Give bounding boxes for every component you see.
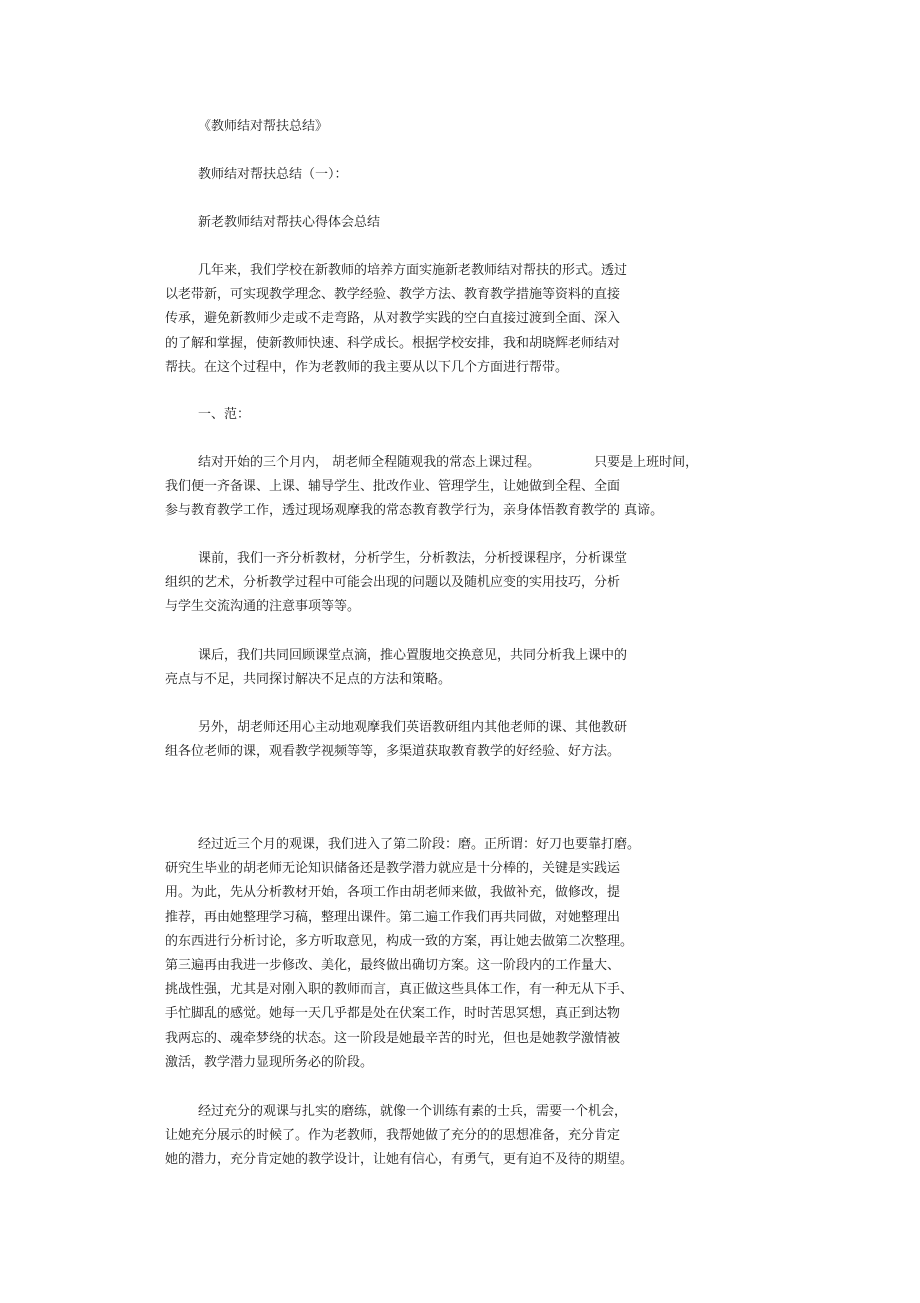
paragraph-6 (165, 716, 655, 764)
paragraph-8 (165, 1100, 655, 1173)
paragraph-line: 帮扶。在这个过程中，作为老教师的我主要从以下几个方面进行帮带。 (165, 359, 569, 375)
paragraph-line: 组各位老师的课，观看教学视频等等，多渠道获取教育教学的好经验、好方法。 (165, 744, 621, 760)
paragraph-line: 研究生毕业的胡老师无论知识储备还是教学潜力就应是十分棒的，关键是实践运 (165, 861, 621, 877)
paragraph-line: 课前，我们一齐分析教材，分析学生，分析教法，分析授课程序，分析课堂 (198, 551, 628, 566)
section-heading: 教师结对帮扶总结（一）： (198, 167, 348, 182)
paragraph-7 (165, 833, 655, 1075)
paragraph-line: 另外，胡老师还用心主动地观摩我们英语教研组内其他老师的课、其他教研 (198, 720, 628, 735)
paragraph-line: 与学生交流沟通的注意事项等等。 (165, 599, 361, 615)
paragraph-line: 以老带新，可实现教学理念、教学经验、教学方法、教育教学措施等资料的直接 (165, 287, 621, 303)
paragraph-line: 挑战性强，尤其是对刚入职的教师而言，真正做这些具体工作，有一种无从下手、 (165, 982, 634, 998)
paragraph-line-with-tail (165, 451, 699, 475)
paragraph-line: 的了解和掌握，使新教师快速、科学成长。根据学校安排，我和胡晓辉老师结对 (165, 335, 621, 351)
paragraph-line: 用。为此，先从分析教材开始，各项工作由胡老师来做，我做补充，做修改，提 (165, 885, 621, 901)
paragraph-line: 结对开始的三个月内， 胡老师全程随观我的常态上课过程。 (198, 455, 541, 470)
document-title: 《教师结对帮扶总结》 (198, 119, 329, 134)
paragraph-line: 几年来，我们学校在新教师的培养方面实施新老教师结对帮扶的形式。透过 (198, 263, 628, 278)
paragraph-line: 推荐，再由她整理学习稿，整理出课件。第二遍工作我们再共同做，对她整理出 (165, 909, 621, 925)
subtitle-block (165, 211, 655, 235)
paragraph-4 (165, 547, 655, 620)
paragraph-line: 我两忘的、魂牵梦绕的状态。这一阶段是她最辛苦的时光，但也是她教学激情被 (165, 1030, 621, 1046)
paragraph-line: 的东西进行分析讨论，多方听取意见，构成一致的方案，再让她去做第二次整理。 (165, 933, 634, 949)
section-heading-block (165, 163, 655, 187)
paragraph-line: 组织的艺术，分析教学过程中可能会出现的问题以及随机应变的实用技巧，分析 (165, 575, 621, 591)
paragraph-line: 经过近三个月的观课，我们进入了第二阶段：磨。正所谓：好刀也要靠打磨。 (198, 837, 641, 852)
paragraph-line: 亮点与不足，共同探讨解决不足点的方法和策略。 (165, 672, 452, 688)
paragraph-1 (165, 259, 655, 380)
paragraph-line: 手忙脚乱的感觉。她每一天几乎都是处在伏案工作，时时苦思冥想，真正到达物 (165, 1006, 621, 1022)
subsection-heading: 一、范： (198, 407, 251, 422)
document-title-block (165, 115, 655, 139)
paragraph-3 (165, 451, 699, 524)
paragraph-line: 第三遍再由我进一步修改、美化，最终做出确切方案。这一阶段内的工作量大、 (165, 957, 621, 973)
paragraph-line: 让她充分展示的时候了。作为老教师，我帮她做了充分的的思想准备，充分肯定 (165, 1128, 621, 1144)
paragraph-line-tail: 只要是上班时间， (594, 455, 699, 470)
paragraph-line: 传承，避免新教师少走或不走弯路，从对教学实践的空白直接过渡到全面、深入 (165, 311, 621, 327)
paragraph-line: 她的潜力，充分肯定她的教学设计，让她有信心，有勇气，更有迫不及待的期望。 (165, 1152, 634, 1168)
paragraph-line: 课后，我们共同回顾课堂点滴，推心置腹地交换意见，共同分析我上课中的 (198, 648, 628, 663)
paragraph-line: 参与教育教学工作，透过现场观摩我的常态教育教学行为，亲身体悟教育教学的 真谛。 (165, 503, 664, 519)
paragraph-line: 我们便一齐备课、上课、辅导学生、批改作业、管理学生，让她做到全程、全面 (165, 479, 621, 495)
document-subtitle: 新老教师结对帮扶心得体会总结 (198, 215, 381, 230)
paragraph-5 (165, 644, 655, 692)
paragraph-2 (165, 403, 655, 427)
paragraph-line: 经过充分的观课与扎实的磨练，就像一个训练有素的士兵，需要一个机会， (198, 1104, 628, 1119)
paragraph-line: 激活，教学潜力显现所务必的阶段。 (165, 1054, 374, 1070)
